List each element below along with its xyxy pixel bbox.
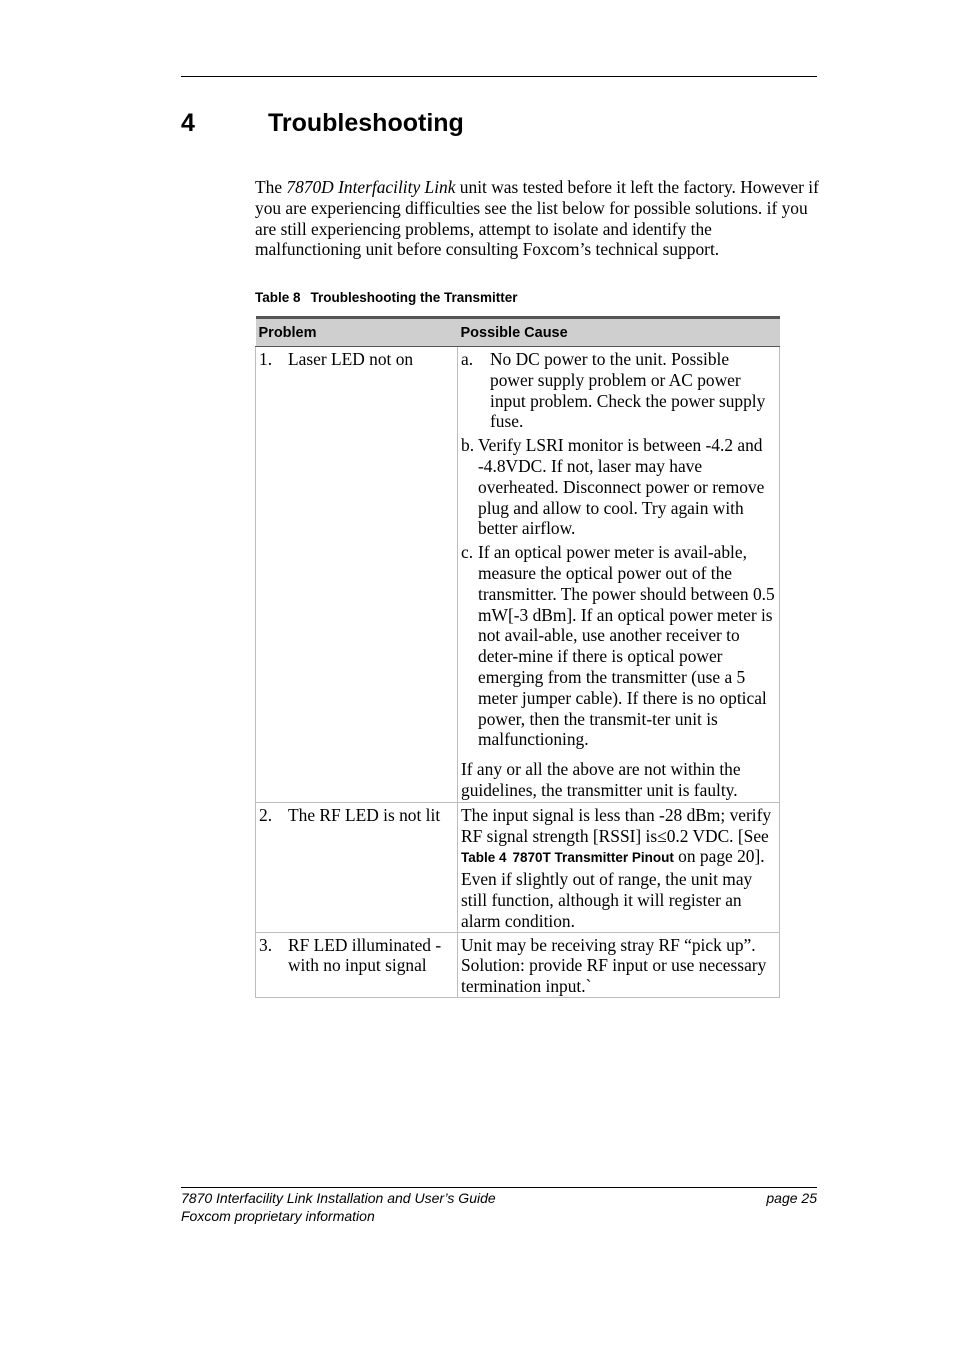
cause-item: [461, 435, 775, 539]
intro-paragraph: [255, 177, 820, 260]
problem-number: 2.: [259, 804, 273, 825]
cause-item-label: a.: [461, 349, 474, 369]
problem-cell: [256, 347, 458, 803]
intro-text-after: unit was tested before it left the factory. However if you are experiencing difficulties see the list below for possible solutions. if you are still experiencing problems, attempt to isolate and identify the malfunctioning unit before consulting Foxcom’s technical support.: [255, 177, 819, 260]
cause-cell: [458, 932, 780, 997]
cause-cell: [458, 802, 780, 932]
problem-number: 3.: [259, 934, 273, 955]
chapter-number: 4: [181, 109, 195, 137]
footer-proprietary: Foxcom proprietary information: [181, 1208, 375, 1224]
page-footer: [181, 1189, 817, 1225]
table-row: [256, 347, 780, 803]
cause-item-text: No DC power to the unit. Possible power supply problem or AC power input problem. Check the power supply fuse.: [490, 349, 766, 432]
cause-item-text: If an optical power meter is avail-able, measure the optical power out of the transmitter. The power should between 0.5 mW[-3 dBm]. If an optical power meter is not avail-able, use another receiver to deter-mine if there is optical power emerging from the transmitter (use a 5 meter jumper cable). If there is no optical power, then the transmit-ter unit is malfunctioning.: [478, 542, 775, 750]
xref-title: 7870T Transmitter Pinout: [512, 850, 674, 866]
table-row: [256, 802, 780, 932]
intro-text-before: The: [255, 177, 287, 197]
page-number: page 25: [766, 1190, 817, 1206]
table-header-row: [256, 318, 780, 347]
cause-item-label: c.: [461, 542, 474, 563]
problem-cell: [256, 932, 458, 997]
header-possible-cause: Possible Cause: [458, 318, 780, 347]
problem-text: RF LED illuminated - with no input signal: [288, 934, 442, 976]
cause-conclusion: If any or all the above are not within the guidelines, the transmitter unit is faulty.: [461, 759, 741, 800]
table-caption-label: Table 8: [255, 290, 301, 305]
problem-text: The RF LED is not lit: [288, 804, 441, 825]
footer-doc-title: 7870 Interfacility Link Installation and User’s Guide: [181, 1190, 496, 1206]
header-problem: Problem: [256, 318, 458, 347]
chapter-title: Troubleshooting: [268, 109, 464, 137]
xref-label: Table 4: [461, 850, 507, 866]
header-rule: [181, 76, 817, 77]
table-row: [256, 932, 780, 997]
cause-item: [461, 542, 775, 750]
problem-text: Laser LED not on: [288, 349, 414, 369]
cause-cell: [458, 347, 780, 803]
cause-text-after: on page 20]. Even if slightly out of range, the unit may still function, although it will register an alarm condition.: [461, 846, 765, 931]
table-caption: [255, 289, 518, 307]
cause-item-text: Verify LSRI monitor is between -4.2 and -4.8VDC. If not, laser may have overheated. Disconnect power or remove plug and allow to cool. Try again with better airflow.: [478, 435, 765, 539]
product-name: 7870D Interfacility Link: [286, 177, 456, 197]
cause-item: [461, 349, 775, 432]
cause-text: Unit may be receiving stray RF “pick up”. Solution: provide RF input or use necessary termination input.`: [461, 934, 767, 997]
problem-cell: [256, 802, 458, 932]
cause-text-before: The input signal is less than -28 dBm; verify RF signal strength [RSSI] is≤0.2 VDC. [See: [461, 804, 772, 846]
problem-number: 1.: [259, 349, 273, 369]
table-cross-reference: [461, 850, 674, 865]
table-caption-title: Troubleshooting the Transmitter: [310, 290, 518, 305]
footer-rule: [181, 1187, 817, 1188]
cause-item-label: b.: [461, 435, 475, 456]
troubleshooting-table: [255, 316, 780, 998]
